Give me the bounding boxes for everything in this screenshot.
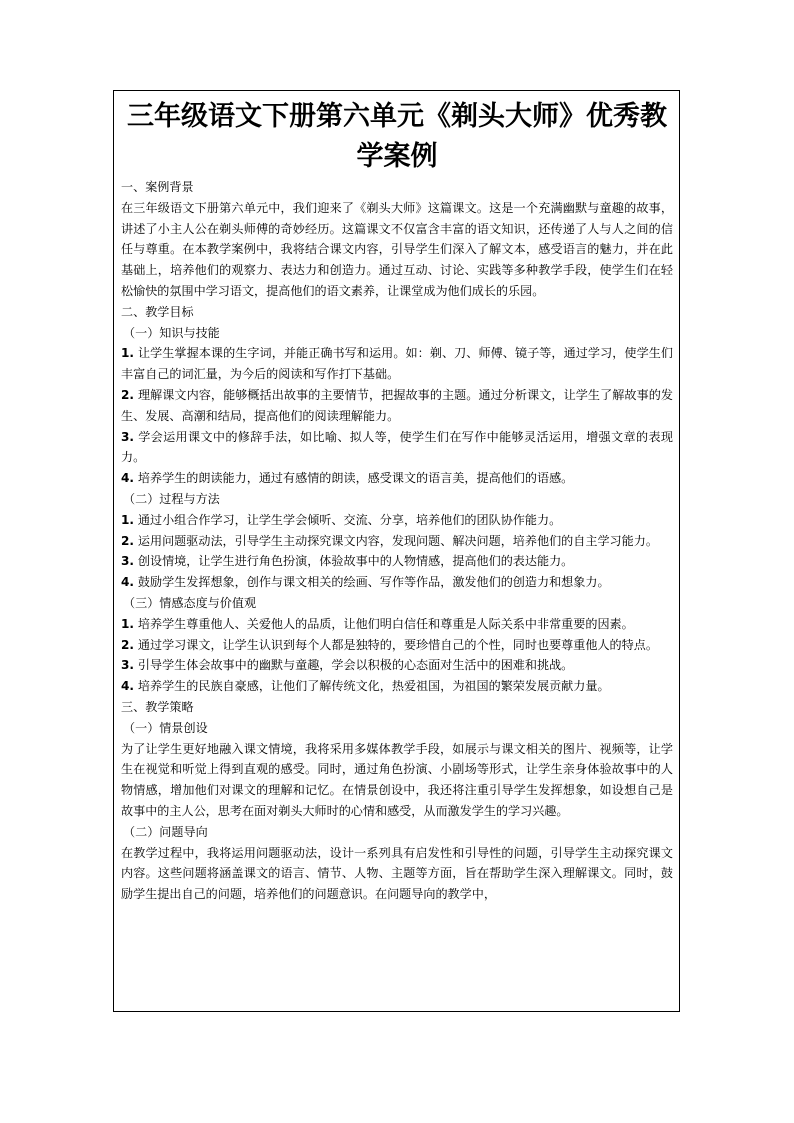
item-text: 学会运用课文中的修辞手法，如比喻、拟人等，使学生们在写作中能够灵活运用，增强文章的表现力。 [121, 429, 673, 465]
item-number: 1. [121, 616, 135, 631]
section-case-background [121, 177, 673, 302]
list-item [121, 510, 673, 531]
list-item [121, 655, 673, 676]
section-heading: 二、教学目标 [121, 304, 194, 319]
subsection-heading: （一）情景创设 [123, 720, 208, 735]
document-title: 三年级语文下册第六单元《剃头大师》优秀教学案例 [127, 101, 667, 172]
list-item [121, 572, 673, 593]
item-text: 理解课文内容，能够概括出故事的主要情节，把握故事的主题。通过分析课文，让学生了解故事的发生、发展、高潮和结局，提高他们的阅读理解能力。 [121, 387, 673, 423]
subsection-heading: （二）问题导向 [123, 824, 208, 839]
list-item [121, 343, 673, 385]
section-heading: 三、教学策略 [121, 699, 194, 714]
list-item [121, 551, 673, 572]
item-text: 运用问题驱动法，引导学生主动探究课文内容，发现问题、解决问题，培养他们的自主学习能力。 [137, 533, 658, 548]
subsection-knowledge-skills [121, 323, 673, 489]
document-body [114, 91, 679, 905]
item-number: 3. [121, 554, 135, 569]
item-text: 鼓励学生发挥想象，创作与课文相关的绘画、写作等作品，激发他们的创造力和想象力。 [137, 575, 610, 590]
item-text: 培养学生尊重他人、关爱他人的品质，让他们明白信任和尊重是人际关系中非常重要的因素。 [137, 616, 634, 631]
subsection-heading: （三）情感态度与价值观 [123, 595, 257, 610]
item-number: 4. [121, 679, 135, 694]
item-text: 引导学生体会故事中的幽默与童趣，学会以积极的心态面对生活中的困难和挑战。 [137, 658, 574, 673]
item-number: 2. [121, 533, 135, 548]
item-text: 培养学生的民族自豪感，让他们了解传统文化，热爱祖国，为祖国的繁荣发展贡献力量。 [137, 679, 610, 694]
item-number: 3. [121, 429, 135, 444]
item-number: 4. [121, 471, 135, 486]
section-teaching-goals [121, 302, 673, 697]
item-text: 让学生掌握本课的生字词，并能正确书写和运用。如：剃、刀、师傅、镜子等，通过学习，使学生们丰富自己的词汇量，为今后的阅读和写作打下基础。 [121, 346, 673, 382]
list-item [121, 614, 673, 635]
section-teaching-strategy [121, 697, 673, 905]
item-number: 3. [121, 658, 135, 673]
subsection-problem-oriented [121, 822, 673, 905]
list-item [121, 468, 673, 489]
subsection-scenario-creation [121, 718, 673, 822]
item-number: 1. [121, 346, 135, 361]
list-item [121, 676, 673, 697]
list-item [121, 531, 673, 552]
list-item [121, 385, 673, 427]
subsection-heading: （一）知识与技能 [123, 325, 220, 340]
subsection-heading: （二）过程与方法 [123, 491, 220, 506]
section-heading: 一、案例背景 [121, 180, 194, 194]
item-number: 2. [121, 637, 135, 652]
item-text: 通过小组合作学习，让学生学会倾听、交流、分享，培养他们的团队协作能力。 [137, 512, 562, 527]
item-number: 2. [121, 387, 135, 402]
list-item [121, 635, 673, 656]
paragraph: 为了让学生更好地融入课文情境，我将采用多媒体教学手段，如展示与课文相关的图片、视频等，让学生在视觉和听觉上得到直观的感受。同时，通过角色扮演、小剧场等形式，让学生亲身体验故事中的人物情感，增加他们对课文的理解和记忆。在情景创设中，我还将注重引导学生发挥想象，如设想自己是故事中的主人公，思考在面对剃头大师时的心情和感受，从而激发学生的学习兴趣。 [121, 741, 673, 818]
paragraph: 在三年级语文下册第六单元中，我们迎来了《剃头大师》这篇课文。这是一个充满幽默与童趣的故事，讲述了小主人公在剃头师傅的奇妙经历。这篇课文不仅富含丰富的语文知识，还传递了人与人之间的信任与尊重。在本教学案例中，我将结合课文内容，引导学生们深入了解文本，感受语言的魅力，并在此基础上，培养他们的观察力、表达力和创造力。通过互动、讨论、实践等多种教学手段，使学生们在轻松愉快的氛围中学习语文，提高他们的语文素养，让课堂成为他们成长的乐园。 [121, 200, 673, 298]
item-text: 培养学生的朗读能力，通过有感情的朗读，感受课文的语言美，提高他们的语感。 [137, 471, 574, 486]
subsection-process-methods [121, 489, 673, 593]
item-number: 1. [121, 512, 135, 527]
document-page [113, 90, 680, 1012]
paragraph: 在教学过程中，我将运用问题驱动法，设计一系列具有启发性和引导性的问题，引导学生主动探究课文内容。这些问题将涵盖课文的语言、情节、人物、主题等方面，旨在帮助学生深入理解课文。同时，鼓励学生提出自己的问题，培养他们的问题意识。在问题导向的教学中， [121, 845, 673, 902]
subsection-attitudes-values [121, 593, 673, 697]
item-text: 创设情境，让学生进行角色扮演，体验故事中的人物情感，提高他们的表达能力。 [137, 554, 574, 569]
list-item [121, 427, 673, 469]
item-text: 通过学习课文，让学生认识到每个人都是独特的，要珍惜自己的个性，同时也要尊重他人的特点。 [137, 637, 658, 652]
item-number: 4. [121, 575, 135, 590]
